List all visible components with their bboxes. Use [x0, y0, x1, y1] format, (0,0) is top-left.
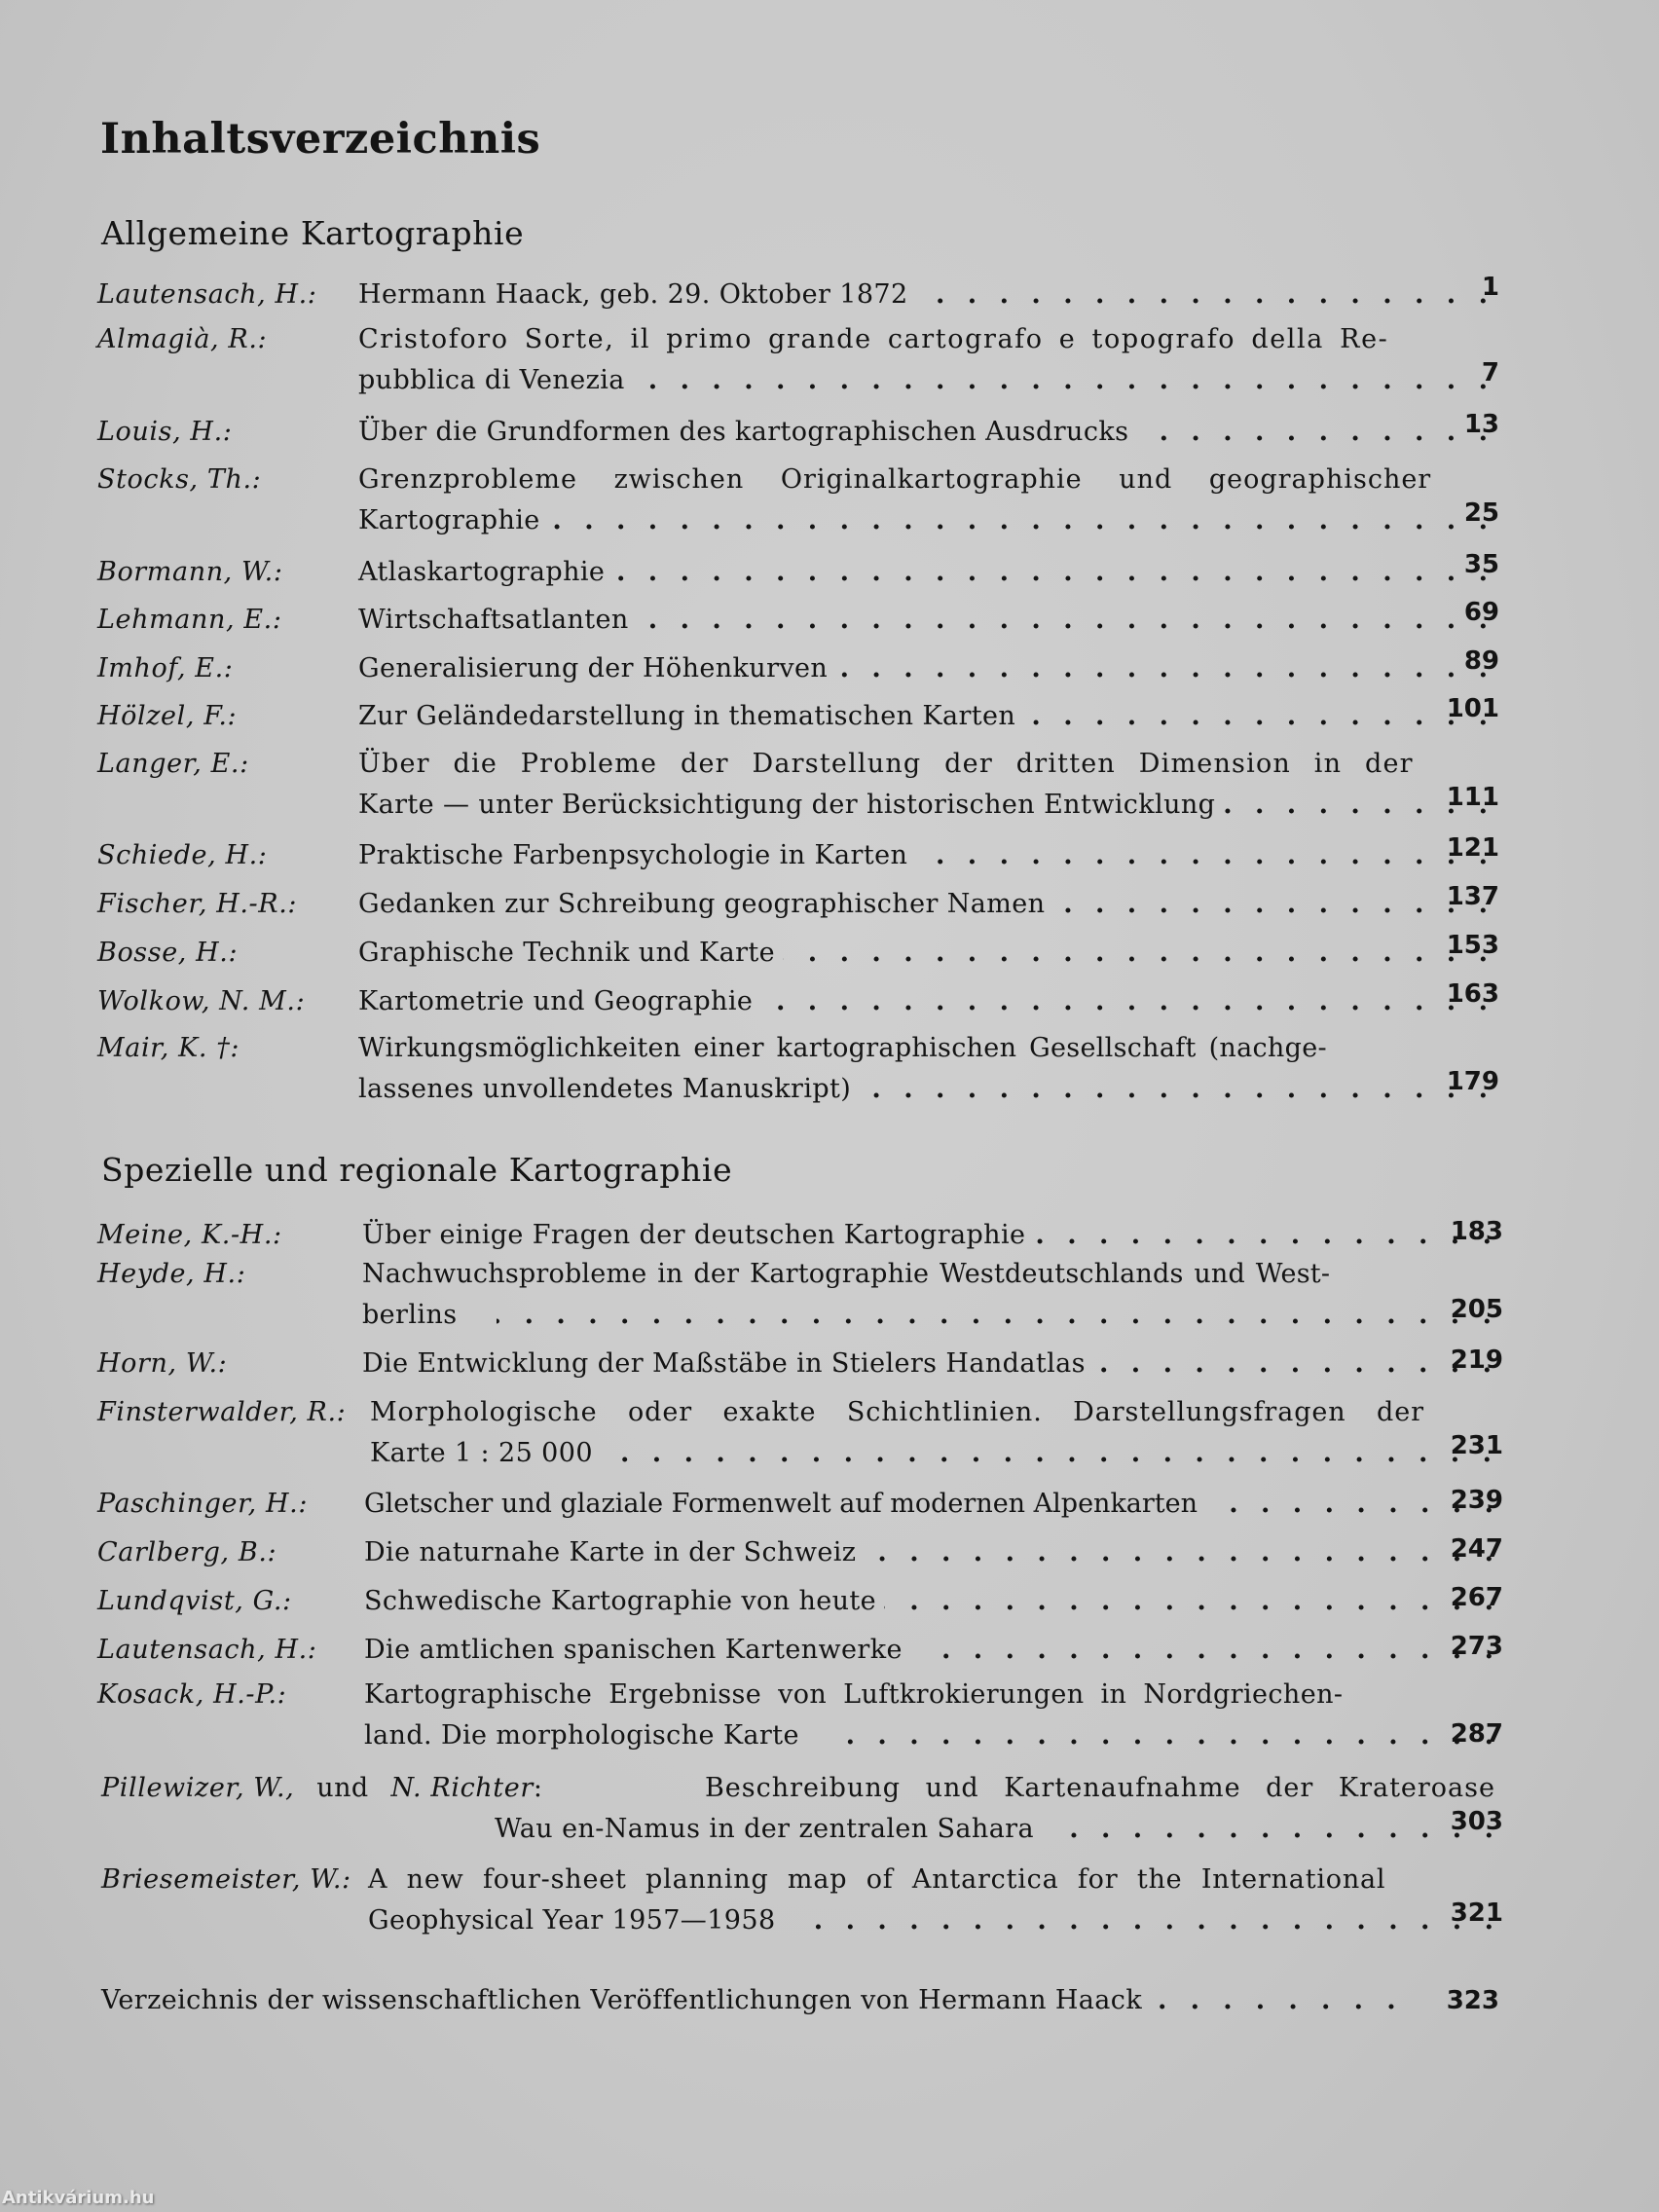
- entry-author: Louis, H.:: [97, 417, 233, 447]
- entry-author: Almagià, R.:: [97, 324, 268, 354]
- dot-leader: [859, 1069, 1488, 1110]
- entry-page-number: 239: [1450, 1486, 1503, 1515]
- entry-author: Schiede, H.:: [97, 840, 268, 870]
- toc-appendix-entry[interactable]: [101, 1980, 1503, 2021]
- entry-title: Wirtschaftsatlanten: [358, 605, 629, 635]
- entry-page-number: 121: [1446, 833, 1499, 863]
- entry-title: Morphologische oder exakte Schichtlinien. Darstellungsfragen der: [370, 1397, 1424, 1427]
- dot-leader: [835, 648, 1488, 689]
- entry-page-number: 163: [1446, 979, 1499, 1009]
- entry-page-number: 179: [1446, 1067, 1499, 1096]
- appendix-page-number: 323: [1446, 1986, 1499, 2015]
- entry-author: Wolkow, N. M.:: [97, 986, 306, 1016]
- entry-page-number: 69: [1463, 598, 1499, 627]
- entry-page-number: 101: [1446, 694, 1499, 723]
- entry-title: Über einige Fragen der deutschen Kartographie: [362, 1220, 1026, 1250]
- entry-title: Gedanken zur Schreibung geographischer Namen: [358, 889, 1046, 919]
- entry-title-continuation: Kartographie: [358, 505, 540, 535]
- entry-page-number: 231: [1450, 1431, 1503, 1460]
- entry-title: Beschreibung und Kartenaufnahme der Krateroase: [704, 1773, 1495, 1803]
- entry-page-number: 1: [1481, 273, 1499, 302]
- dot-leader: [548, 500, 1488, 541]
- entry-author: Hölzel, F.:: [97, 701, 238, 731]
- dot-leader: [633, 360, 1488, 401]
- entry-title: A new four-sheet planning map of Antarctica for the International: [368, 1864, 1386, 1895]
- entry-title: Generalisierung der Höhenkurven: [358, 653, 829, 683]
- entry-coauthor: N. Richter: [390, 1773, 534, 1803]
- entry-page-number: 35: [1463, 550, 1499, 579]
- entry-page-number: 303: [1450, 1807, 1503, 1836]
- entry-page-number: 267: [1450, 1583, 1503, 1612]
- entry-title-continuation: Geophysical Year 1957—1958: [368, 1905, 776, 1936]
- entry-title: Gletscher und glaziale Formenwelt auf modernen Alpenkarten: [364, 1489, 1198, 1519]
- entry-page-number: 273: [1450, 1632, 1503, 1661]
- entry-page-number: 287: [1450, 1719, 1503, 1749]
- dot-leader: [612, 552, 1488, 593]
- dot-leader: [805, 1900, 1493, 1941]
- entry-author: Meine, K.-H.:: [97, 1220, 282, 1250]
- entry-title: Kartometrie und Geographie: [358, 986, 754, 1016]
- entry-page-number: 89: [1463, 646, 1499, 676]
- entry-title: Nachwuchsprobleme in der Kartographie Westdeutschlands und West-: [362, 1259, 1331, 1289]
- dot-leader: [622, 1433, 1492, 1474]
- entry-author: Lundqvist, G.:: [97, 1586, 292, 1616]
- entry-title: Die Entwicklung der Maßstäbe in Stielers Handatlas: [362, 1348, 1086, 1379]
- entry-title-continuation: land. Die morphologische Karte: [364, 1720, 799, 1751]
- entry-page-number: 7: [1481, 358, 1499, 387]
- entry-title-continuation: Karte — unter Berücksichtigung der historischen Entwicklung: [358, 790, 1216, 820]
- coauthor-join: und: [316, 1773, 369, 1803]
- section-heading-general: Allgemeine Kartographie: [101, 214, 525, 252]
- entry-author: Paschinger, H.:: [97, 1489, 309, 1519]
- entry-page-number: 111: [1446, 783, 1499, 812]
- appendix-title: Verzeichnis der wissenschaftlichen Veröffentlichungen von Hermann Haack: [101, 1985, 1143, 2015]
- entry-author: Bormann, W.:: [97, 557, 283, 587]
- entry-author: Lautensach, H.:: [97, 1635, 317, 1665]
- entry-title-continuation: pubblica di Venezia: [358, 365, 625, 395]
- entry-page-number: 137: [1446, 882, 1499, 911]
- entry-title-continuation: Wau en-Namus in der zentralen Sahara: [495, 1814, 1034, 1844]
- dot-leader: [1093, 1344, 1492, 1384]
- page-title: Inhaltsverzeichnis: [100, 115, 541, 164]
- entry-author: Lehmann, E.:: [97, 605, 282, 635]
- entry-title: Zur Geländedarstellung in thematischen Karten: [358, 701, 1016, 731]
- dot-leader: [915, 835, 1488, 876]
- entry-title: Praktische Farbenpsychologie in Karten: [358, 840, 908, 870]
- dot-leader: [884, 1581, 1493, 1622]
- dot-leader: [932, 1630, 1493, 1671]
- dot-leader: [916, 275, 1488, 315]
- dot-leader: [783, 933, 1488, 974]
- entry-title-continuation: berlins: [362, 1300, 458, 1330]
- entry-title: Über die Grundformen des kartographischen Ausdrucks: [358, 417, 1129, 447]
- entry-page-number: 205: [1450, 1295, 1503, 1324]
- entry-authors-line: Pillewizer, W., und N. Richter:: [101, 1773, 543, 1803]
- entry-author: Bosse, H.:: [97, 938, 239, 968]
- entry-page-number: 183: [1450, 1217, 1503, 1246]
- entry-author: Kosack, H.-P.:: [97, 1679, 287, 1710]
- entry-title: Wirkungsmöglichkeiten einer kartographischen Gesellschaft (nachge-: [358, 1033, 1327, 1063]
- entry-title-continuation: lassenes unvollendetes Manuskript): [358, 1074, 852, 1104]
- entry-author: Carlberg, B.:: [97, 1537, 277, 1567]
- dot-leader: [1136, 412, 1488, 453]
- entry-page-number: 13: [1463, 410, 1499, 439]
- entry-author: Imhof, E.:: [97, 653, 234, 683]
- entry-page-number: 247: [1450, 1534, 1503, 1564]
- entry-title: Graphische Technik und Karte: [358, 938, 776, 968]
- dot-leader: [497, 1295, 1493, 1336]
- entry-author: Horn, W.:: [97, 1348, 228, 1379]
- entry-author: Pillewizer, W.,: [101, 1773, 295, 1803]
- entry-title: Grenzprobleme zwischen Originalkartographie und geographischer: [358, 464, 1432, 495]
- dot-leader: [1063, 1809, 1493, 1850]
- entry-title: Die naturnahe Karte in der Schweiz: [364, 1537, 857, 1567]
- dot-leader: [637, 600, 1488, 641]
- entry-author: Fischer, H.-R.:: [97, 889, 298, 919]
- dot-leader: [760, 981, 1488, 1022]
- entry-author: Stocks, Th.:: [97, 464, 262, 495]
- entry-author: Briesemeister, W.:: [101, 1864, 351, 1895]
- entry-author: Mair, K. †:: [97, 1033, 240, 1063]
- entry-title: Atlaskartographie: [358, 557, 606, 587]
- dot-leader: [1052, 884, 1488, 925]
- entry-author: Langer, E.:: [97, 749, 249, 779]
- entry-page-number: 219: [1450, 1346, 1503, 1375]
- entry-author: Lautensach, H.:: [97, 279, 317, 310]
- entry-author: Heyde, H.:: [97, 1259, 246, 1289]
- entry-title: Cristoforo Sorte, il primo grande cartografo e topografo della Re-: [358, 324, 1389, 354]
- entry-title: Über die Probleme der Darstellung der dritten Dimension in der: [358, 749, 1414, 779]
- dot-leader: [1033, 1215, 1492, 1256]
- entry-author: Finsterwalder, R.:: [97, 1397, 347, 1427]
- entry-title-continuation: Karte 1 : 25 000: [370, 1438, 593, 1468]
- entry-title: Die amtlichen spanischen Kartenwerke: [364, 1635, 903, 1665]
- entry-title: Schwedische Kartographie von heute: [364, 1586, 877, 1616]
- dot-leader: [1023, 696, 1488, 737]
- watermark-logo: Antikvárium.hu: [2, 2188, 155, 2208]
- section-heading-regional: Spezielle und regionale Kartographie: [101, 1151, 733, 1189]
- entry-title: Kartographische Ergebnisse von Luftkrokierungen in Nordgriechen-: [364, 1679, 1344, 1710]
- entry-page-number: 321: [1450, 1899, 1503, 1928]
- entry-title: Hermann Haack, geb. 29. Oktober 1872: [358, 279, 908, 310]
- dot-leader: [829, 1715, 1493, 1756]
- entry-page-number: 25: [1463, 498, 1499, 528]
- dot-leader: [1150, 1980, 1396, 2021]
- entry-page-number: 153: [1446, 931, 1499, 960]
- dot-leader: [864, 1532, 1493, 1573]
